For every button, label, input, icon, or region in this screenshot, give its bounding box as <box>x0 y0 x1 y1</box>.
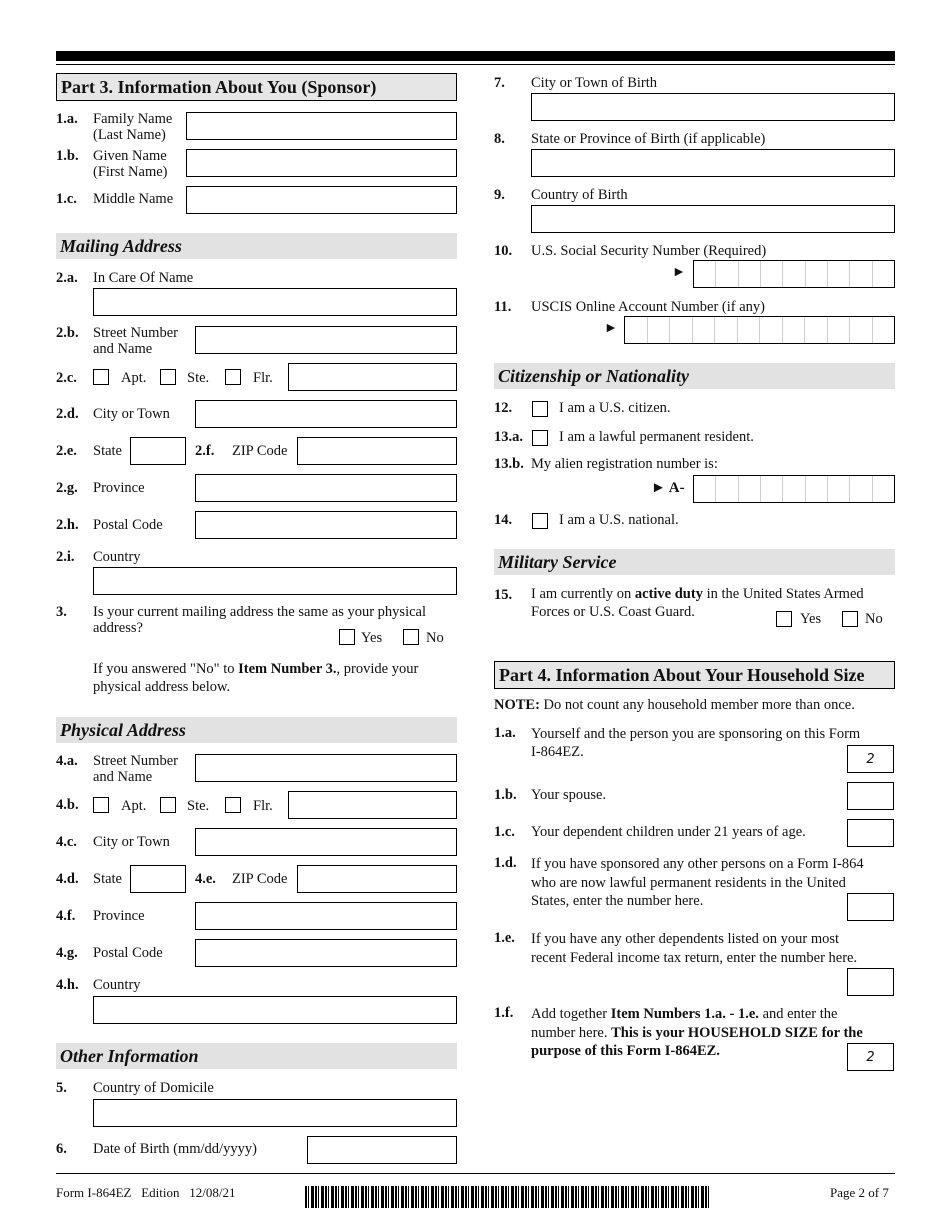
children-count-input[interactable] <box>847 819 894 847</box>
physical-street-input[interactable] <box>195 754 457 782</box>
q4c-label: City or Town <box>93 834 170 850</box>
q3-note <box>93 660 457 696</box>
q3-note-line2: physical address below. <box>93 679 231 695</box>
p4-q1f-line2-bold: This is your HOUSEHOLD SIZE for the <box>611 1024 863 1041</box>
p4-q1d-line2: who are now lawful permanent residents in the United <box>531 874 846 891</box>
q13a-number: 13.a. <box>494 429 523 445</box>
p4-q1e-line2: recent Federal income tax return, enter the number here. <box>531 949 858 966</box>
household-size-input[interactable]: 2 <box>847 1043 894 1071</box>
q1b-number: 1.b. <box>56 148 79 164</box>
q15-question-post: in the United States Armed <box>702 586 864 602</box>
us-citizen-checkbox[interactable] <box>532 401 548 417</box>
top-rule-thick <box>56 51 895 61</box>
country-of-birth-input[interactable] <box>531 205 895 233</box>
mailing-country-input[interactable] <box>93 567 457 595</box>
p4-q1f-post: and enter the <box>758 1006 838 1022</box>
q14-number: 14. <box>494 512 513 528</box>
q2h-number: 2.h. <box>56 517 79 533</box>
q4f-label: Province <box>93 908 145 924</box>
q2c-number: 2.c. <box>56 370 77 386</box>
given-name-input[interactable] <box>186 149 457 177</box>
mailing-province-input[interactable] <box>195 474 457 502</box>
p4-q1a-line1: Yourself and the person you are sponsoring on this Form <box>531 726 861 742</box>
q8-number: 8. <box>494 131 505 147</box>
physical-postal-input[interactable] <box>195 939 457 967</box>
part4-note-text: Do not count any household member more than once. <box>539 697 855 713</box>
q1a-label <box>93 111 172 143</box>
part4-header <box>494 661 895 689</box>
q2d-number: 2.d. <box>56 406 79 422</box>
q13a-label: I am a lawful permanent resident. <box>559 429 754 445</box>
q2b-label-line2: and Name <box>93 341 153 357</box>
top-rule-thin <box>56 64 895 65</box>
q4d-number: 4.d. <box>56 871 79 887</box>
q15-question-line2: Forces or U.S. Coast Guard. <box>531 604 695 620</box>
p4-q1b-number: 1.b. <box>494 787 517 803</box>
q13b-number: 13.b. <box>494 456 524 472</box>
part3-title: Part 3. Information About You (Sponsor) <box>61 76 377 97</box>
q8-label: State or Province of Birth (if applicable) <box>531 131 766 147</box>
p4-q1f-line2 <box>531 1024 895 1043</box>
q2b-label <box>93 325 178 357</box>
mailing-apt-label: Apt. <box>121 370 147 386</box>
q1a-label-line2: (Last Name) <box>93 127 166 143</box>
citizenship-section <box>494 363 895 389</box>
physical-province-input[interactable] <box>195 902 457 930</box>
q2a-label: In Care Of Name <box>93 270 194 286</box>
q3-no-checkbox[interactable] <box>403 629 419 645</box>
p4-q1a-line2: I-864EZ. <box>531 744 584 760</box>
q3-number: 3. <box>56 604 67 620</box>
footer-rule <box>56 1173 895 1174</box>
city-of-birth-input[interactable] <box>531 93 895 121</box>
family-name-input[interactable] <box>186 112 457 140</box>
q12-number: 12. <box>494 400 513 416</box>
mailing-postal-input[interactable] <box>195 511 457 539</box>
q5-number: 5. <box>56 1080 67 1096</box>
us-national-checkbox[interactable] <box>532 513 548 529</box>
q6-number: 6. <box>56 1141 67 1157</box>
q2f-label: ZIP Code <box>232 443 288 459</box>
alien-number-input[interactable] <box>693 475 895 503</box>
p4-q1e-line1: If you have any other dependents listed on your most <box>531 931 840 947</box>
q10-label: U.S. Social Security Number (Required) <box>531 243 767 259</box>
q10-arrow-icon: ► <box>672 265 686 280</box>
p4-q1f-line2-pre: number here. <box>531 1024 612 1041</box>
p4-q1f-line3-bold: purpose of this Form I-864EZ. <box>531 1043 720 1059</box>
q2g-label: Province <box>93 480 145 496</box>
q4h-number: 4.h. <box>56 977 79 993</box>
p4-q1b-label: Your spouse. <box>531 787 607 803</box>
q2b-number: 2.b. <box>56 325 79 341</box>
military-service-section <box>494 549 895 575</box>
q11-number: 11. <box>494 299 512 315</box>
sponsored-persons-count-input[interactable] <box>847 893 894 921</box>
q3-question-line2: address? <box>93 620 143 636</box>
q1c-label: Middle Name <box>93 191 174 207</box>
q1b-label-line2: (First Name) <box>93 164 168 180</box>
q1c-number: 1.c. <box>56 191 77 207</box>
q3-question-line1: Is your current mailing address the same as your physical <box>93 604 427 620</box>
p4-q1f-line1 <box>531 1005 895 1024</box>
mailing-address-title: Mailing Address <box>60 235 182 256</box>
physical-state-select[interactable] <box>130 865 186 893</box>
q15-question-bold: active duty <box>634 586 703 602</box>
mailing-unit-input[interactable] <box>288 363 457 391</box>
part3-header <box>56 73 457 101</box>
part4-note-label: NOTE: <box>494 697 540 713</box>
p4-q1d-label <box>531 855 895 911</box>
p4-q1e-label <box>531 930 895 967</box>
q2g-number: 2.g. <box>56 480 78 496</box>
q5-label: Country of Domicile <box>93 1080 214 1096</box>
q1b-label-line1: Given Name <box>93 148 167 164</box>
active-duty-no-checkbox[interactable] <box>842 611 858 627</box>
mailing-ste-label: Ste. <box>187 370 210 386</box>
q15-question <box>531 585 895 621</box>
other-dependents-count-input[interactable] <box>847 968 894 996</box>
mailing-flr-label: Flr. <box>253 370 273 386</box>
q15-number: 15. <box>494 587 513 603</box>
alien-number-prefix: ► A- <box>651 480 685 496</box>
q1b-label <box>93 148 168 180</box>
q2e-label: State <box>93 443 122 459</box>
p4-q1a-number: 1.a. <box>494 725 516 741</box>
q2d-label: City or Town <box>93 406 170 422</box>
q2f-number: 2.f. <box>195 443 215 459</box>
q11-arrow-icon: ► <box>604 321 618 336</box>
barcode <box>305 1186 710 1208</box>
q3-note-bold: Item Number 3. <box>238 661 337 677</box>
physical-ste-label: Ste. <box>187 798 210 814</box>
q3-yes-label: Yes <box>361 630 383 646</box>
mailing-zip-input[interactable] <box>297 437 457 465</box>
p4-q1f-line3 <box>531 1042 895 1061</box>
physical-address-title: Physical Address <box>60 719 186 740</box>
q1a-label-line1: Family Name <box>93 111 173 127</box>
date-of-birth-input[interactable] <box>307 1136 457 1164</box>
q4g-label: Postal Code <box>93 945 163 961</box>
q4a-label <box>93 753 178 785</box>
q7-number: 7. <box>494 75 505 91</box>
mailing-apt-checkbox[interactable] <box>93 369 109 385</box>
p4-q1d-line3: States, enter the number here. <box>531 893 704 909</box>
q10-number: 10. <box>494 243 513 259</box>
q2b-label-line1: Street Number <box>93 325 178 341</box>
q14-label: I am a U.S. national. <box>559 512 679 528</box>
q3-note-pre: If you answered "No" to <box>93 661 239 677</box>
physical-country-input[interactable] <box>93 996 457 1024</box>
active-duty-yes-checkbox[interactable] <box>776 611 792 627</box>
middle-name-input[interactable] <box>186 186 457 214</box>
q15-question-pre: I am currently on <box>531 586 635 602</box>
p4-q1f-number: 1.f. <box>494 1005 514 1021</box>
physical-apt-label: Apt. <box>121 798 147 814</box>
in-care-of-input[interactable] <box>93 288 457 316</box>
q3-yes-checkbox[interactable] <box>339 629 355 645</box>
active-duty-yes-label: Yes <box>800 611 822 627</box>
yourself-count-input[interactable]: 2 <box>847 745 894 773</box>
physical-address-section <box>56 717 457 743</box>
q4a-label-line1: Street Number <box>93 753 178 769</box>
mailing-flr-checkbox[interactable] <box>225 369 241 385</box>
q4e-label: ZIP Code <box>232 871 288 887</box>
lpr-checkbox[interactable] <box>532 430 548 446</box>
state-of-birth-input[interactable] <box>531 149 895 177</box>
spouse-count-input[interactable] <box>847 782 894 810</box>
ssn-input[interactable] <box>693 260 895 288</box>
q3-no-label: No <box>426 630 444 646</box>
physical-ste-checkbox[interactable] <box>160 797 176 813</box>
q2i-label: Country <box>93 549 141 565</box>
q2a-number: 2.a. <box>56 270 78 286</box>
p4-q1f-bold: Item Numbers 1.a. - 1.e. <box>610 1006 759 1022</box>
p4-q1c-label: Your dependent children under 21 years of age. <box>531 824 806 840</box>
q13b-label: My alien registration number is: <box>531 456 718 472</box>
q4e-number: 4.e. <box>195 871 216 887</box>
q4c-number: 4.c. <box>56 834 77 850</box>
q3-note-post: , provide your <box>336 661 419 677</box>
uscis-account-input[interactable] <box>624 316 895 344</box>
q12-label: I am a U.S. citizen. <box>559 400 671 416</box>
q2i-number: 2.i. <box>56 549 75 565</box>
physical-city-input[interactable] <box>195 828 457 856</box>
mailing-ste-checkbox[interactable] <box>160 369 176 385</box>
q4a-label-line2: and Name <box>93 769 153 785</box>
active-duty-no-label: No <box>865 611 883 627</box>
other-information-title: Other Information <box>60 1045 199 1066</box>
q4a-number: 4.a. <box>56 753 78 769</box>
mailing-state-select[interactable] <box>130 437 186 465</box>
citizenship-title: Citizenship or Nationality <box>498 365 690 386</box>
q11-label: USCIS Online Account Number (if any) <box>531 299 765 315</box>
country-of-domicile-input[interactable] <box>93 1099 457 1127</box>
part4-title: Part 4. Information About Your Household Size <box>499 664 865 685</box>
p4-q1e-number: 1.e. <box>494 930 515 946</box>
physical-unit-input[interactable] <box>288 791 457 819</box>
footer-page-number: Page 2 of 7 <box>830 1185 889 1200</box>
p4-q1d-line1: If you have sponsored any other persons on a Form I-864 <box>531 856 864 872</box>
physical-flr-checkbox[interactable] <box>225 797 241 813</box>
p4-q1d-number: 1.d. <box>494 855 517 871</box>
q4h-label: Country <box>93 977 141 993</box>
mailing-city-input[interactable] <box>195 400 457 428</box>
p4-q1a-label <box>531 725 895 761</box>
q4b-number: 4.b. <box>56 797 79 813</box>
q9-label: Country of Birth <box>531 187 628 203</box>
q4g-number: 4.g. <box>56 945 78 961</box>
footer-form-edition: Form I-864EZ Edition 12/08/21 <box>56 1185 236 1200</box>
q7-label: City or Town of Birth <box>531 75 657 91</box>
q1a-number: 1.a. <box>56 111 78 127</box>
q2h-label: Postal Code <box>93 517 163 533</box>
p4-q1f-label <box>531 1005 895 1061</box>
physical-zip-input[interactable] <box>297 865 457 893</box>
mailing-address-section <box>56 233 457 259</box>
p4-q1f-pre: Add together <box>531 1006 611 1022</box>
physical-apt-checkbox[interactable] <box>93 797 109 813</box>
physical-flr-label: Flr. <box>253 798 273 814</box>
part4-note <box>494 697 855 713</box>
mailing-street-input[interactable] <box>195 326 457 354</box>
military-service-title: Military Service <box>498 551 617 572</box>
q9-number: 9. <box>494 187 505 203</box>
q6-label: Date of Birth (mm/dd/yyyy) <box>93 1141 257 1157</box>
q2e-number: 2.e. <box>56 443 77 459</box>
q4d-label: State <box>93 871 122 887</box>
other-information-section <box>56 1043 457 1069</box>
p4-q1c-number: 1.c. <box>494 824 515 840</box>
q4f-number: 4.f. <box>56 908 76 924</box>
